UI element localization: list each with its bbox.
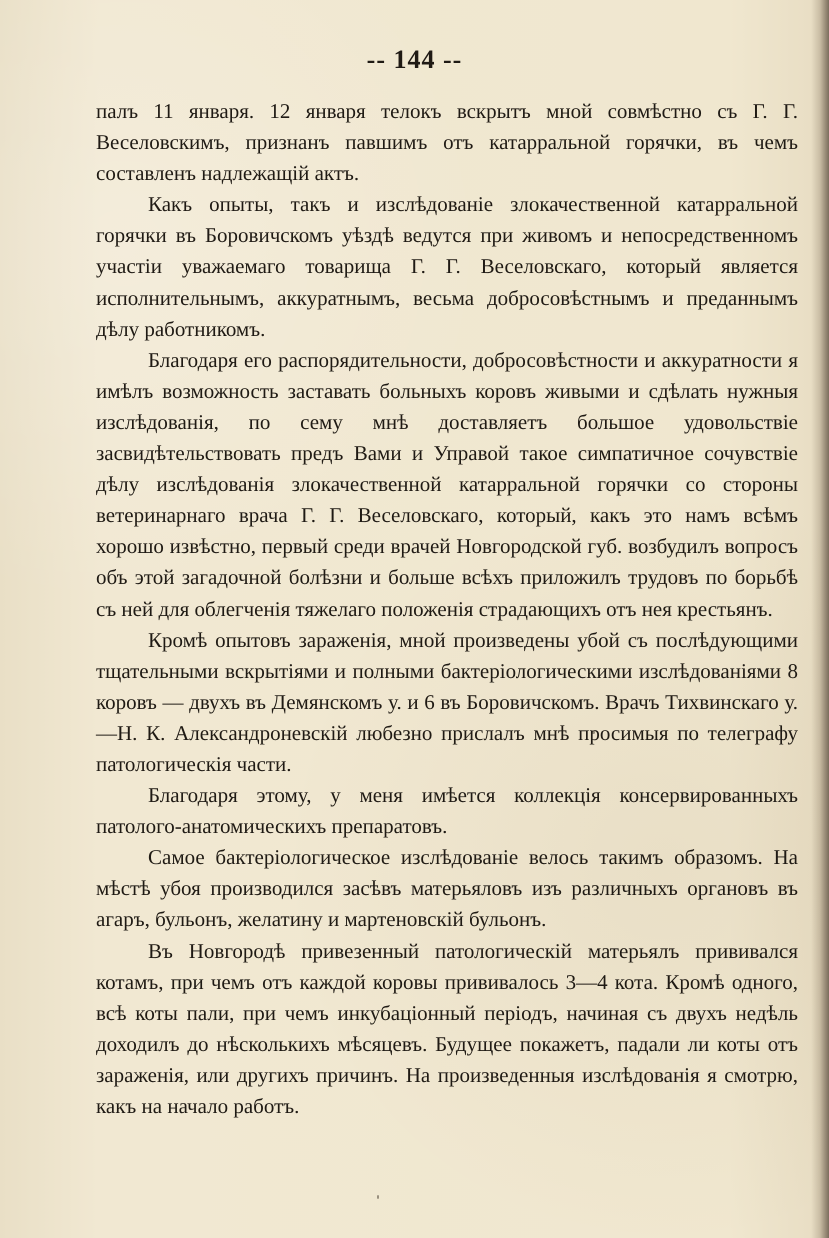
paragraph-7: Въ Новгородѣ привезенный патологическій матерьялъ прививался котамъ, при чемъ отъ каждой коровы прививалось 3—4 кота. Кромѣ одного, всѣ коты пали, при чемъ инкубаціонный періодъ, начиная съ двухъ недѣль доходилъ до нѣсколькихъ мѣсяцевъ. Будущее покажетъ, падали ли коты отъ зараженія, или другихъ причинъ. На произведенныя изслѣдованія я смотрю, какъ на начало работъ.: [96, 938, 798, 1118]
paragraph-5: Благодаря этому, у меня имѣется коллекція консервированныхъ патолого-анатомическихъ препаратовъ.: [96, 783, 798, 839]
page-binding-edge: [811, 0, 829, 1238]
paragraph-6: Самое бактеріологическое изслѣдованіе велось такимъ образомъ. На мѣстѣ убоя производился засѣвъ матерьяловъ изъ различныхъ органовъ въ агаръ, бульонъ, желатину и мартеновскій бульонъ.: [96, 845, 798, 932]
document-text: [96, 96, 798, 1122]
paragraph-1: палъ 11 января. 12 января телокъ вскрытъ мной совмѣстно съ Г. Г. Веселовскимъ, признанъ павшимъ отъ катарральной горячки, въ чемъ составленъ надлежащій актъ.: [96, 99, 798, 186]
paper-speck: [377, 1195, 379, 1199]
paragraph-3: Благодаря его распорядительности, добросовѣстности и аккуратности я имѣлъ возможность заставать больныхъ коровъ живыми и сдѣлать нужныя изслѣдованія, по сему мнѣ доставляетъ большое удовольствіе засвидѣтельствовать предъ Вами и Управой такое симпатичное сочувствіе дѣлу изслѣдованія злокачественной катарральной горячки со стороны ветеринарнаго врача Г. Г. Веселовскаго, который, какъ это намъ всѣмъ хорошо извѣстно, первый среди врачей Новгородской губ. возбудилъ вопросъ объ этой загадочной болѣзни и больше всѣхъ приложилъ трудовъ по борьбѣ съ ней для облегченія тяжелаго положенія страдающихъ отъ нея крестьянъ.: [96, 347, 798, 621]
paragraph-4: Кромѣ опытовъ зараженія, мной произведены убой съ послѣдующими тщательными вскрытіями и полными бактеріологическими изслѣдованіями 8 коровъ — двухъ въ Демянскомъ у. и 6 въ Боровичскомъ. Врачъ Тихвинскаго у.—Н. К. Александроневскій любезно прислалъ мнѣ просимыя по телеграфу патологическія части.: [96, 627, 798, 776]
paper-speck: [592, 731, 595, 734]
paragraph-2: Какъ опыты, такъ и изслѣдованіе злокачественной катарральной горячки въ Боровичскомъ уѣздѣ ведутся при живомъ и непосредственномъ участіи уважаемаго товарища Г. Г. Веселовскаго, который является исполнительнымъ, аккуратнымъ, весьма добросовѣстнымъ и преданнымъ дѣлу работникомъ.: [96, 192, 798, 341]
page-number: -- 144 --: [366, 45, 463, 74]
